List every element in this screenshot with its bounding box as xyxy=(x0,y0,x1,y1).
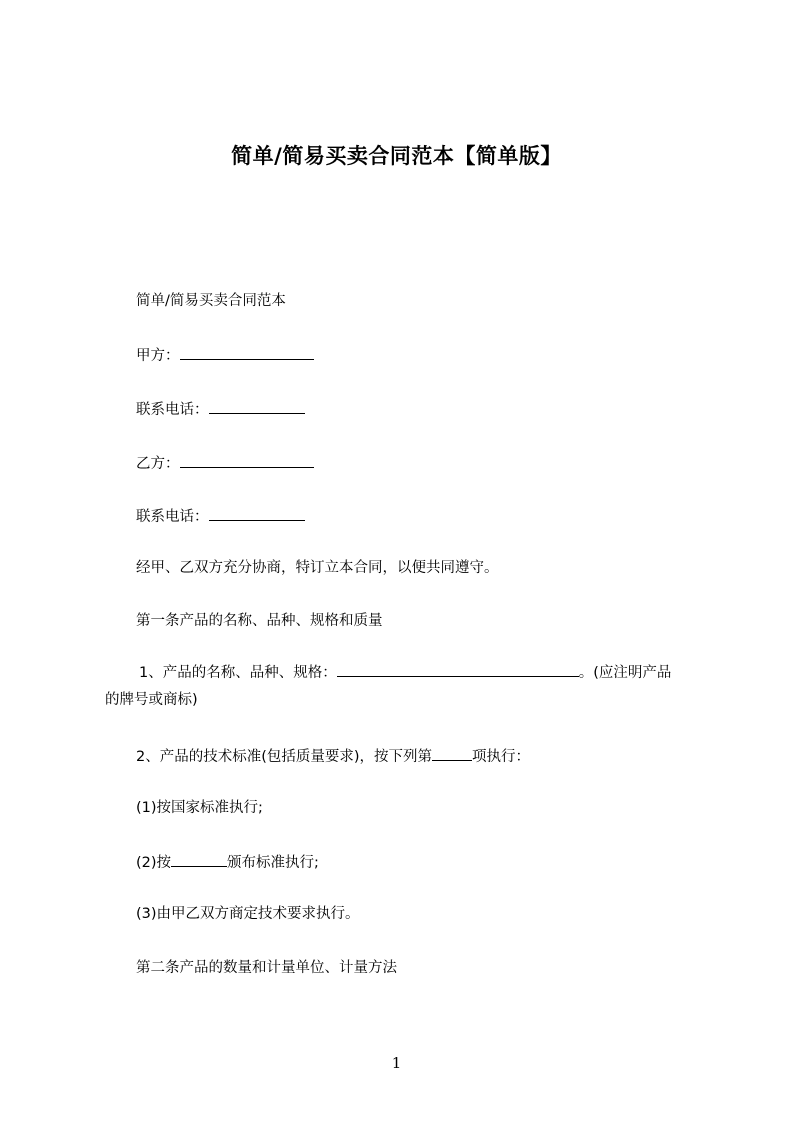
item-2-line xyxy=(136,745,530,767)
article-1-heading: 第一条产品的名称、品种、规格和质量 xyxy=(136,613,383,629)
item-1-paragraph xyxy=(105,660,671,714)
party-b-phone-blank xyxy=(209,505,305,521)
item-1-first-line xyxy=(105,660,671,687)
party-a-label: 甲方： xyxy=(136,348,180,364)
party-b-line xyxy=(136,452,314,474)
item-1-prefix: 1、产品的名称、品种、规格： xyxy=(139,665,337,681)
document-title: 简单/简易买卖合同范本【简单版】 xyxy=(231,144,562,168)
contract-subtitle: 简单/简易买卖合同范本 xyxy=(136,293,286,309)
item-1-continuation: 的牌号或商标) xyxy=(105,692,198,708)
option-2-blank xyxy=(171,851,227,867)
page-number: 1 xyxy=(391,1054,402,1072)
party-a-phone-line xyxy=(136,398,305,420)
party-b-blank xyxy=(180,452,314,468)
party-a-line xyxy=(136,344,314,366)
item-2-suffix: 项执行： xyxy=(472,749,531,765)
item-1-blank xyxy=(337,661,579,677)
party-a-phone-label: 联系电话： xyxy=(136,402,209,418)
option-3-line: (3)由甲乙双方商定技术要求执行。 xyxy=(136,906,360,922)
option-2-prefix: (2)按 xyxy=(136,855,172,871)
article-2-heading: 第二条产品的数量和计量单位、计量方法 xyxy=(136,960,397,976)
intro-paragraph: 经甲、乙双方充分协商，特订立本合同，以便共同遵守。 xyxy=(136,560,499,576)
party-b-phone-label: 联系电话： xyxy=(136,509,209,525)
item-1-suffix: 。(应注明产品 xyxy=(578,665,672,681)
party-b-label: 乙方： xyxy=(136,456,180,472)
item-2-blank xyxy=(432,745,472,761)
option-2-suffix: 颁布标准执行; xyxy=(227,855,319,871)
party-a-blank xyxy=(180,344,314,360)
item-2-prefix: 2、产品的技术标准(包括质量要求)，按下列第 xyxy=(136,749,433,765)
option-1-line: (1)按国家标准执行; xyxy=(136,800,263,816)
party-b-phone-line xyxy=(136,505,305,527)
option-2-line xyxy=(136,851,319,873)
party-a-phone-blank xyxy=(209,398,305,414)
